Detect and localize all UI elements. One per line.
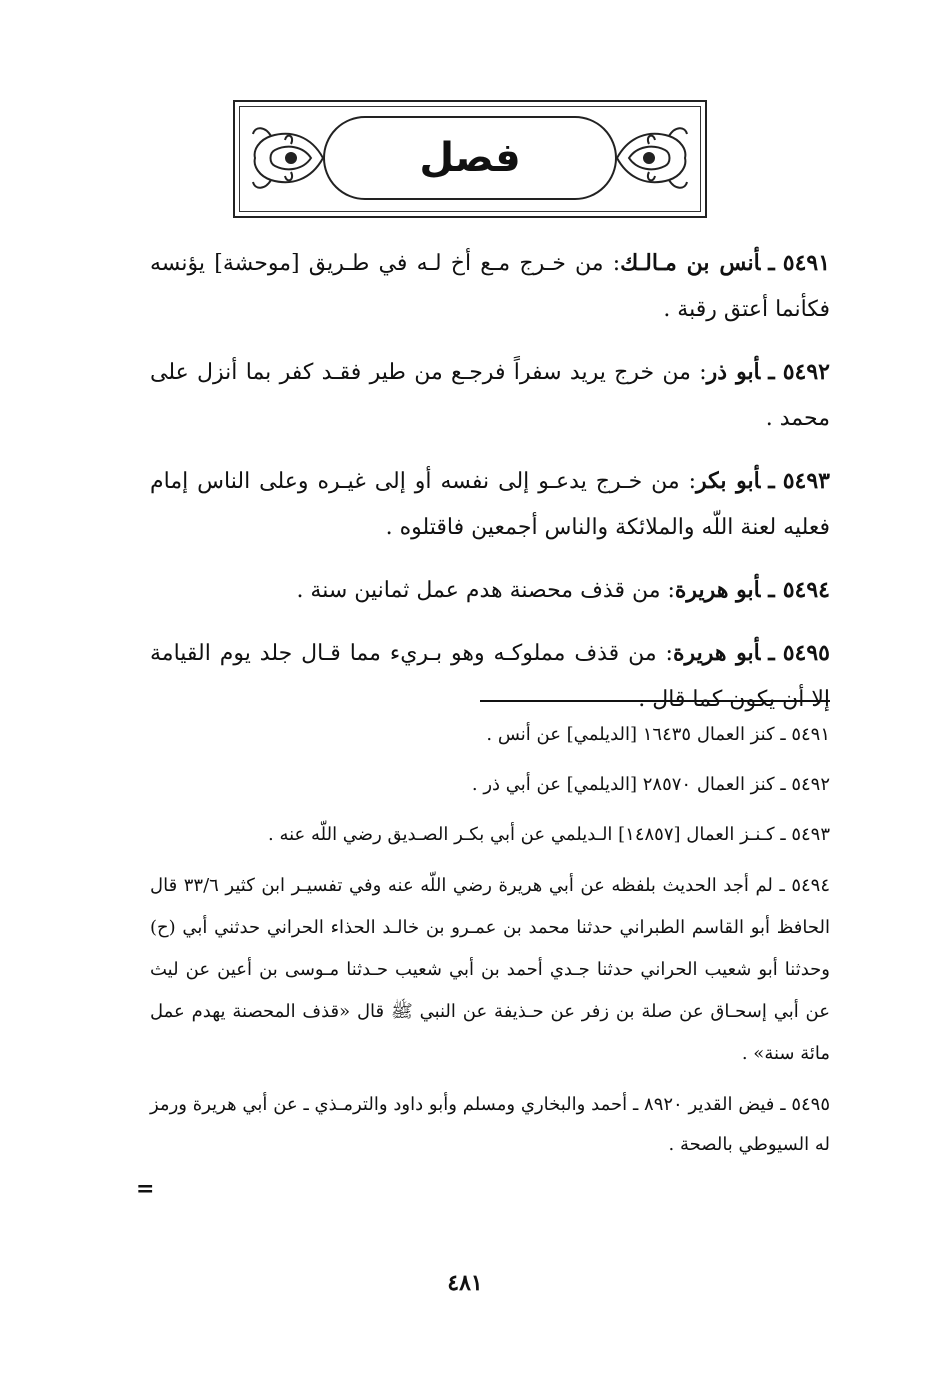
hadith-number: ٥٤٩٢ bbox=[782, 359, 830, 385]
footnote: ٥٤٩٣ ـ كـنـز العمال [١٤٨٥٧] الـديلمي عن أبي بكـر الصـديق رضي اللّه عنه . bbox=[268, 824, 830, 845]
hadith-entry bbox=[150, 458, 830, 551]
hadith-number: ٥٤٩٤ bbox=[782, 577, 830, 603]
footnote: ٥٤٩٢ ـ كنز العمال ٢٨٥٧٠ [الديلمي] عن أبي ذر . bbox=[471, 774, 830, 795]
footnotes bbox=[150, 715, 830, 1175]
separator-dash: ـ bbox=[768, 577, 775, 603]
hadith-narrator: أبو ذر bbox=[706, 359, 761, 385]
arabesque-ornament-icon bbox=[247, 116, 331, 200]
separator-dash: ـ bbox=[768, 640, 775, 666]
separator-dash: ـ bbox=[768, 359, 775, 385]
hadith-entry bbox=[150, 349, 830, 442]
hadith-narrator: أبو بكر bbox=[696, 468, 761, 494]
hadith-text: : من خرج يريد سفراً فرجـع من طير فقـد كفر بما أنزل على محمد . bbox=[150, 360, 830, 431]
hadith-text: : من قذف مملوكـه وهو بـريء مما قـال جلد يوم القيامة إلا أن يكون كما قال . bbox=[150, 641, 830, 712]
hadith-narrator: أبو هريرة bbox=[672, 640, 761, 666]
page-number: ٤٨١ bbox=[447, 1270, 483, 1296]
hadith-entry bbox=[150, 240, 830, 333]
footnote: ٥٤٩٤ ـ لم أجد الحديث بلفظه عن أبي هريرة رضي اللّه عنه وفي تفسيـر ابن كثير ٣٣/٦ قال الحافظ أبو القاسم الطبراني حدثنا محمد بن عمـرو بن خالـد الحذاء الحراني حدثني أبي (ح) وحدثنا أبو شعيب الحراني حدثنا جـدي أحمد بن أبي شعيب حـدثنا مـوسى بن أعين عن ليث عن أبي إسحـاق عن صلة بن زفر عن حـذيفة عن النبي ﷺ قال «قذف المحصنة يهدم عمل مائة سنة» . bbox=[150, 875, 830, 1064]
hadith-narrator: أنس بن مـالـك bbox=[620, 250, 761, 276]
hadith-entries bbox=[150, 240, 830, 739]
hadith-number: ٥٤٩٣ bbox=[782, 468, 830, 494]
separator-dash: ـ bbox=[768, 250, 775, 276]
footnote: ٥٤٩١ ـ كنز العمال ١٦٤٣٥ [الديلمي] عن أنس . bbox=[486, 724, 830, 745]
continuation-mark: = bbox=[136, 1176, 155, 1202]
hadith-narrator: أبو هريرة bbox=[674, 577, 761, 603]
arabesque-ornament-icon bbox=[609, 116, 693, 200]
hadith-number: ٥٤٩٥ bbox=[782, 640, 830, 666]
chapter-header bbox=[233, 100, 707, 218]
footnote-divider bbox=[480, 700, 830, 702]
hadith-entry bbox=[150, 630, 830, 723]
separator-dash: ـ bbox=[768, 468, 775, 494]
chapter-title: فصل bbox=[419, 135, 521, 181]
footnote: ٥٤٩٥ ـ فيض القدير ٨٩٢٠ ـ أحمد والبخاري ومسلم وأبو داود والترمـذي ـ عن أبي هريرة ورمز له السيوطي بالصحة . bbox=[150, 1094, 830, 1155]
hadith-text: : من قذف محصنة هدم عمل ثمانين سنة . bbox=[296, 578, 675, 603]
hadith-text: : من خـرج مـع أخ لـه في طـريق [موحشة] يؤنسه فكأنما أعتق رقبة . bbox=[150, 251, 830, 322]
hadith-number: ٥٤٩١ bbox=[782, 250, 831, 276]
hadith-entry bbox=[150, 567, 830, 614]
header-cartouche bbox=[323, 116, 617, 200]
hadith-text: : من خـرج يدعـو إلى نفسه أو إلى غيـره وعلى الناس إمام فعليه لعنة اللّه والملائكة والناس أجمعين فاقتلوه . bbox=[150, 469, 830, 540]
